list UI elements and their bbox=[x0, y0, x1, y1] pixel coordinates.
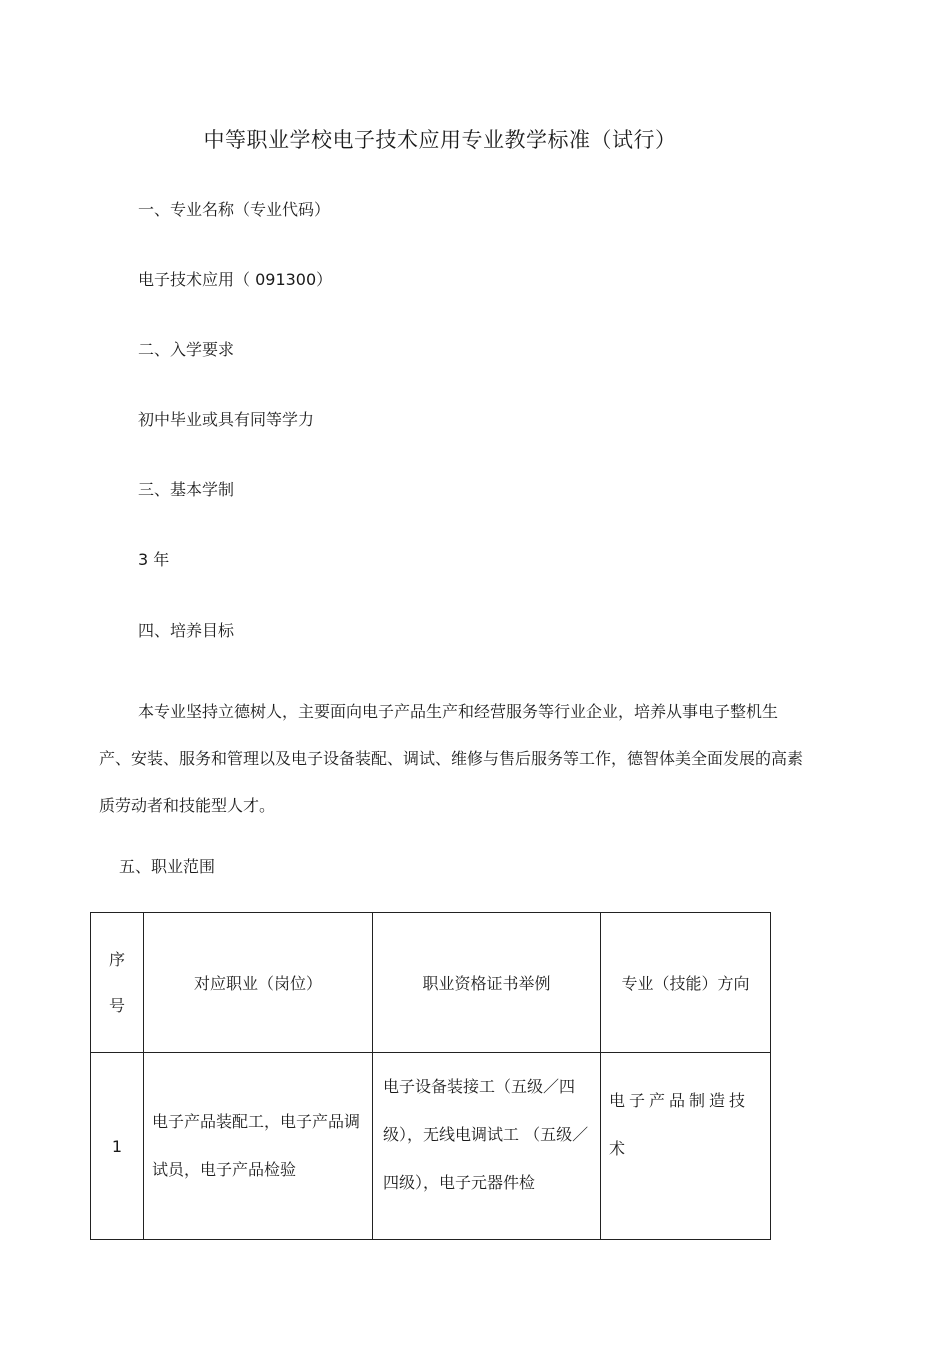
section-1-body: 电子技术应用（ 091300） bbox=[138, 270, 333, 289]
header-cert: 职业资格证书举例 bbox=[373, 913, 601, 1053]
section-4-body: 本专业坚持立德树人，主要面向电子产品生产和经营服务等行业企业，培养从事电子整机生产、安装、服务和管理以及电子设备装配、调试、维修与售后服务等工作，德智体美全面发展的高素质劳动者和技能型人才。 bbox=[99, 702, 804, 815]
row-job: 电子产品装配工，电子产品调试员，电子产品检验 bbox=[144, 1053, 373, 1240]
document-title: 中等职业学校电子技术应用专业教学标准（试行） bbox=[203, 128, 677, 152]
table-row bbox=[91, 1053, 771, 1240]
section-1-heading: 一、专业名称（专业代码） bbox=[138, 200, 331, 219]
header-direction: 专业（技能）方向 bbox=[601, 913, 771, 1053]
row-cert: 电子设备装接工（五级／四级），无线电调试工 （五级／四级），电子元器件检 bbox=[373, 1053, 601, 1240]
header-job: 对应职业（岗位） bbox=[144, 913, 373, 1053]
header-seq: 序号 bbox=[91, 913, 144, 1053]
section-2-body: 初中毕业或具有同等学力 bbox=[138, 410, 315, 429]
section-4-heading: 四、培养目标 bbox=[138, 621, 235, 640]
section-2-heading: 二、入学要求 bbox=[138, 340, 235, 359]
row-seq: 1 bbox=[91, 1053, 144, 1240]
occupation-table bbox=[90, 912, 771, 1240]
section-3-heading: 三、基本学制 bbox=[138, 480, 235, 499]
section-3-body: 3 年 bbox=[138, 550, 170, 569]
section-5-heading: 五、职业范围 bbox=[119, 857, 216, 876]
row-direction: 电子产品制造技术 bbox=[601, 1053, 771, 1240]
table-header-row bbox=[91, 913, 771, 1053]
